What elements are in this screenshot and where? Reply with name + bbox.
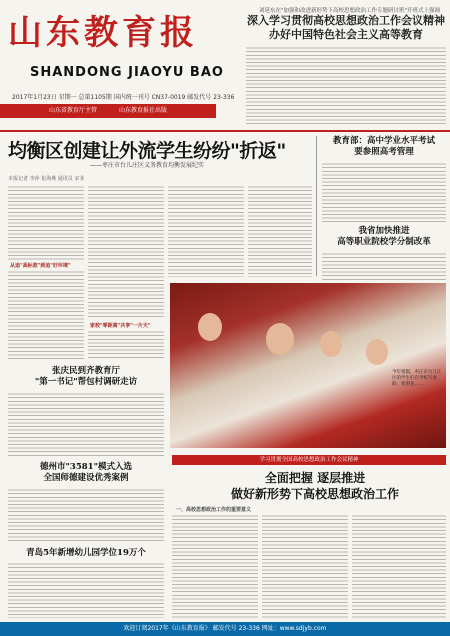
left-lower-3-headline: 青岛5年新增幼儿园学位19万个 [26,548,146,558]
left-lower-1-body [8,392,164,457]
top-right-headline-line1: 深入学习贯彻高校思想政治工作会议精神 [247,14,445,27]
top-right-body-text [246,46,446,126]
photo-face [266,323,294,355]
lead-col-3 [168,185,244,277]
lead-subhead: ——枣庄市台儿庄区义务教育均衡发展纪实 [90,162,205,169]
lead-col-2b [88,330,164,360]
lead-byline: 本报记者 李萍 崔海燕 通讯员 宋菲 [8,176,85,182]
lead-headline: 均衡区创建让外流学生纷纷"折返" [8,140,286,162]
right-top-body [322,162,446,222]
right-top-headline [322,136,446,158]
lead-photo [170,283,446,448]
right-mid-body [322,252,446,280]
right-mid-headline-line1: 我省加快推进 [358,226,410,236]
feature-band: 学习贯彻全国高校思想政治工作会议精神 [172,455,446,465]
top-right-headline [246,14,446,42]
photo-face [198,313,222,341]
issue-line: 2017年1月23日 星期一 总第1105期 国内统一刊号 CN37-0019 邮发代号 23-336 [12,94,235,101]
photo-face [320,331,342,357]
masthead-title: 山东教育报 [8,13,198,53]
lead-section-b: 家校"零距离"共享"一片天" [90,323,151,329]
lead-section-a: 从追"高标准"到追"好环境" [10,263,71,269]
bottom-headline-line2: 做好新形势下高校思想政治工作 [230,487,399,501]
masthead-pinyin: SHANDONG JIAOYU BAO [30,65,224,80]
bottom-headline [190,470,440,502]
bottom-section: 一、高校思想政治工作的重要意义 [176,507,252,513]
photo-face [366,339,388,365]
left-lower-1-headline [8,366,164,388]
right-mid-headline-line2: 高等职业院校学分制改革 [337,237,431,247]
bottom-headline-line1: 全面把握 逐层推进 [264,471,366,485]
right-top-headline-line2: 要参照高考管理 [354,147,414,157]
top-right-headline-line2: 办好中国特色社会主义高等教育 [269,28,423,41]
section-divider [0,130,450,132]
right-top-headline-line1: 教育部：高中学业水平考试 [332,136,435,146]
footer-bar: 欢迎订阅2017年《山东教育报》 邮发代号 23-336 网址：www.sdjyb.com [0,622,450,636]
column-rule [316,136,317,276]
photo-caption: 今年寒假，枣庄市台儿庄区的学生们在学校写春联、剪窗花…… [392,370,442,387]
bottom-col-1 [172,514,258,618]
left-lower-3-body [8,562,164,618]
left-lower-2-body [8,488,164,543]
publisher-item-2: 山东教育报社出版 [118,107,167,114]
left-lower-2-line1: 德州市"3581"模式入选 [39,462,132,472]
right-mid-headline [322,226,446,248]
lead-col-2 [88,185,164,320]
lead-col-1b [8,270,84,360]
left-lower-1-line1: 张庆民到齐教育厅 [51,366,120,376]
publisher-bar [0,104,216,118]
publisher-item-1: 山东省教育厅主管 [49,107,98,114]
left-lower-1-line2: "第一书记"帮包村调研走访 [34,377,138,387]
left-lower-2-line2: 全国师德建设优秀案例 [43,473,129,483]
bottom-col-2 [262,514,348,618]
top-right-kicker: 刘延东在"加强和改进新形势下高校思想政治工作专题研讨班"开班式上强调 [258,8,440,14]
left-lower-2-headline [8,462,164,484]
lead-col-4 [248,185,312,277]
lead-col-1 [8,185,84,260]
bottom-col-3 [352,514,446,618]
